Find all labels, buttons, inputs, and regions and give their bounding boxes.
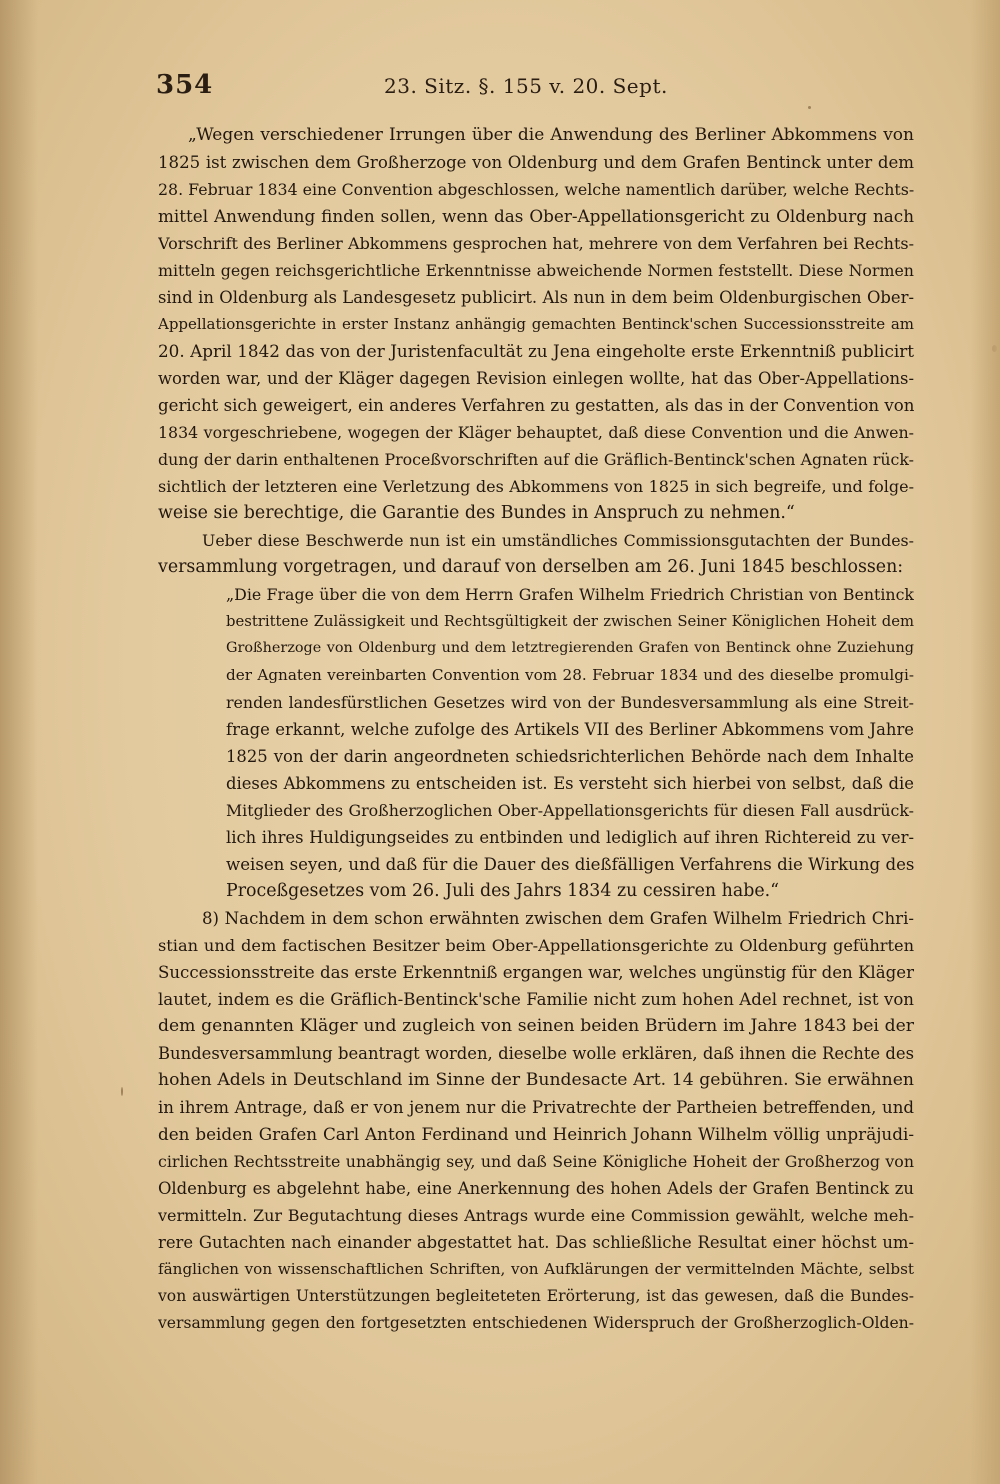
text-line: „Die Frage über die von dem Herrn Grafen Wilhelm Friedrich Christian von Bentinck [226,585,914,604]
text-line: bestrittene Zulässigkeit und Rechtsgültigkeit der zwischen Seiner Königlichen Hoheit dem [226,613,914,630]
text-line: lich ihres Huldigungseides zu entbinden und lediglich auf ihren Richtereid zu ver- [226,828,914,847]
text-line: hohen Adels in Deutschland im Sinne der Bundesacte Art. 14 gebühren. Sie erwähnen [158,1070,914,1090]
paper-speck [992,345,997,352]
text-line: worden war, und der Kläger dagegen Revision einlegen wollte, hat das Ober-Appellations- [158,369,914,388]
text-line: Successionsstreite das erste Erkenntniß ergangen war, welches ungünstig für den Kläger [158,963,914,982]
text-line: Oldenburg es abgelehnt habe, eine Anerkennung des hohen Adels der Grafen Bentinck zu [158,1179,914,1198]
text-line: lautet, indem es die Gräflich-Bentinck'sche Familie nicht zum hohen Adel rechnet, ist von [158,990,914,1009]
text-line: 8) Nachdem in dem schon erwähnten zwischen dem Grafen Wilhelm Friedrich Chri- [202,909,914,928]
text-line: mitteln gegen reichsgerichtliche Erkenntnisse abweichende Normen feststellt. Diese Normen [158,261,914,280]
text-line: Ueber diese Beschwerde nun ist ein umständliches Commissionsgutachten der Bundes- [202,531,914,550]
paper-speck [121,1087,123,1096]
text-line: sind in Oldenburg als Landesgesetz publicirt. Als nun in dem beim Oldenburgischen Ober- [158,288,914,307]
running-head: 23. Sitz. §. 155 v. 20. Sept. [384,74,668,98]
text-line: Mitglieder des Großherzoglichen Ober-Appellationsgerichts für diesen Fall ausdrück- [226,801,914,820]
text-line: der Agnaten vereinbarten Convention vom 28. Februar 1834 und des dieselbe promulgi- [226,666,914,684]
text-line: den beiden Grafen Carl Anton Ferdinand und Heinrich Johann Wilhelm völlig unpräjudi- [158,1124,914,1144]
text-line: gericht sich geweigert, ein anderes Verfahren zu gestatten, als das in der Convention von [158,396,914,415]
text-line: vermitteln. Zur Begutachtung dieses Antrags wurde eine Commission gewählt, welche meh- [158,1206,914,1225]
text-line: Proceßgesetzes vom 26. Juli des Jahrs 1834 zu cessiren habe.“ [226,881,780,901]
text-line: Großherzoge von Oldenburg und dem letztregierenden Grafen von Bentinck ohne Zuziehung [226,640,914,656]
text-line: 20. April 1842 das von der Juristenfacultät zu Jena eingeholte erste Erkenntniß publicirt [158,341,914,361]
text-line: 1834 vorgeschriebene, wogegen der Kläger behauptet, daß diese Convention und die Anwen- [158,423,914,442]
paper-speck [808,106,811,109]
text-line: mittel Anwendung finden sollen, wenn das Ober-Appellationsgericht zu Oldenburg nach [158,206,914,226]
text-line: renden landesfürstlichen Gesetzes wird von der Bundesversammlung als eine Streit- [226,693,914,712]
text-line: weisen seyen, und daß für die Dauer des dießfälligen Verfahrens die Wirkung des [226,855,914,874]
body-text [158,122,914,1337]
text-line: versammlung gegen den fortgesetzten entschiedenen Widerspruch der Großherzoglich-Olden- [158,1314,914,1332]
text-line: 1825 von der darin angeordneten schiedsrichterlichen Behörde nach dem Inhalte [226,747,914,766]
text-line: Bundesversammlung beantragt worden, dieselbe wolle erklären, daß ihnen die Rechte des [158,1044,914,1063]
text-line: cirlichen Rechtsstreite unabhängig sey, und daß Seine Königliche Hoheit der Großherzog von [158,1152,914,1171]
text-line: fänglichen von wissenschaftlichen Schriften, von Aufklärungen der vermittelnden Mächte, selbst [158,1260,914,1278]
text-line: dung der darin enthaltenen Proceßvorschriften auf die Gräflich-Bentinck'schen Agnaten rück- [158,450,914,469]
text-line: in ihrem Antrage, daß er von jenem nur die Privatrechte der Partheien betreffenden, und [158,1098,914,1117]
text-line: weise sie berechtige, die Garantie des Bundes in Anspruch zu nehmen.“ [158,503,795,523]
text-line: frage erkannt, welche zufolge des Artikels VII des Berliner Abkommens vom Jahre [226,720,914,739]
text-line: versammlung vorgetragen, und darauf von derselben am 26. Juni 1845 beschlossen: [158,557,904,577]
text-line: sichtlich der letzteren eine Verletzung des Abkommens von 1825 in sich begreife, und folge- [158,477,914,496]
text-line: „Wegen verschiedener Irrungen über die Anwendung des Berliner Abkommens von [188,125,914,145]
text-line: dieses Abkommens zu entscheiden ist. Es versteht sich hierbei von selbst, daß die [226,774,914,793]
text-line: 1825 ist zwischen dem Großherzoge von Oldenburg und dem Grafen Bentinck unter dem [158,153,914,172]
text-line: rere Gutachten nach einander abgestattet hat. Das schließliche Resultat einer höchst um- [158,1233,914,1252]
text-line: stian und dem factischen Besitzer beim Ober-Appellationsgerichte zu Oldenburg geführten [158,936,914,955]
text-line: Vorschrift des Berliner Abkommens gesprochen hat, mehrere von dem Verfahren bei Rechts- [158,234,914,253]
text-line: von auswärtigen Unterstützungen begleiteteten Erörterung, ist das gewesen, daß die Bundes- [158,1287,914,1305]
text-line: 28. Februar 1834 eine Convention abgeschlossen, welche namentlich darüber, welche Rechts- [158,180,914,199]
text-line: dem genannten Kläger und zugleich von seinen beiden Brüdern im Jahre 1843 bei der [158,1016,914,1036]
page-header [156,70,916,110]
text-line: Appellationsgerichte in erster Instanz anhängig gemachten Bentinck'schen Successionsstreite am [158,315,914,333]
page-number: 354 [156,70,214,100]
